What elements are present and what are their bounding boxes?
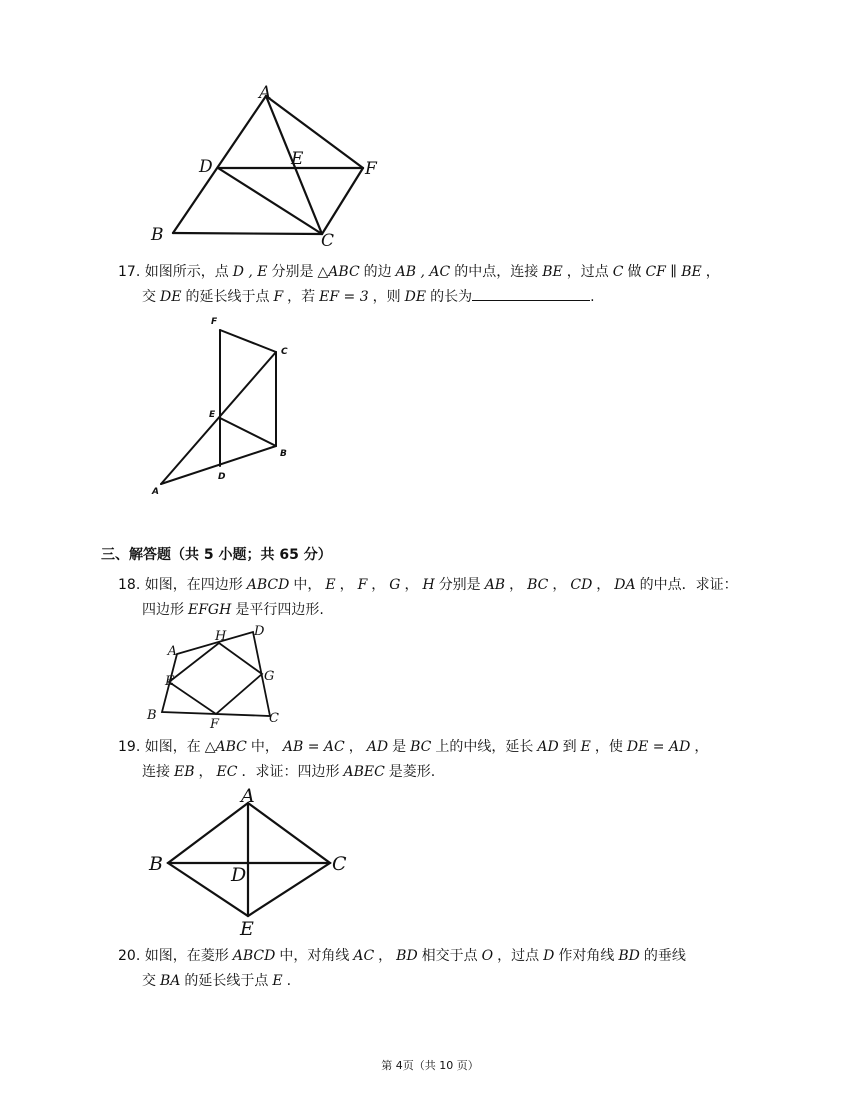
question-number: 19.	[118, 739, 141, 755]
label-C: C	[281, 347, 288, 357]
question-number: 20.	[118, 948, 141, 964]
label-E: E	[165, 674, 175, 689]
label-A: A	[241, 785, 255, 807]
label-F: F	[365, 159, 377, 179]
q20-line2: 交 BA 的延长线于点 E .	[142, 973, 292, 989]
label-C: C	[332, 853, 347, 875]
question-number: 17.	[118, 264, 141, 280]
figure-q19	[146, 785, 366, 940]
label-G: G	[264, 669, 275, 684]
label-B: B	[149, 853, 163, 875]
q17-line2: 交 DE 的延长线于点 F ，若 EF = 3 ，则 DE 的长为 .	[142, 286, 595, 307]
label-A: A	[152, 487, 159, 497]
label-C: C	[269, 711, 279, 726]
label-E: E	[291, 149, 304, 169]
label-B: B	[147, 708, 157, 723]
figure-q17	[148, 312, 308, 502]
label-A: A	[167, 644, 177, 659]
label-D: D	[254, 624, 265, 639]
q19-line2: 连接 EB ， EC ．求证：四边形 ABEC 是菱形.	[142, 764, 436, 780]
section-heading: 三、解答题（共 5 小题；共 65 分）	[101, 547, 332, 563]
label-D: D	[231, 864, 247, 886]
question-number: 18.	[118, 577, 141, 593]
answer-blank[interactable]	[472, 286, 590, 301]
q17-line1: 17. 如图所示，点 D , E 分别是 △ABC 的边 AB , AC 的中点，连接 BE ，过点 C 做 CF ∥ BE ，	[118, 264, 720, 280]
label-E: E	[240, 918, 254, 940]
q20-line1: 20. 如图，在菱形 ABCD 中，对角线 AC ， BD 相交于点 O ，过点 D 作对角线 BD 的垂线	[118, 948, 686, 964]
figure-q16	[140, 82, 400, 252]
label-E: E	[209, 410, 216, 420]
label-F: F	[210, 717, 220, 732]
figure-q18	[144, 622, 294, 732]
label-B: B	[280, 449, 287, 459]
page-footer: 第 4页（共 10 页）	[381, 1059, 479, 1072]
q18-line1: 18. 如图，在四边形 ABCD 中， E ， F ， G ， H 分别是 AB ， BC ， CD ， DA 的中点．求证：	[118, 577, 738, 593]
q19-line1: 19. 如图，在 △ABC 中， AB = AC ， AD 是 BC 上的中线，延长 AD 到 E ，使 DE = AD ，	[118, 739, 709, 755]
label-F: F	[211, 317, 218, 327]
label-C: C	[321, 231, 335, 251]
label-D: D	[199, 157, 213, 177]
label-B: B	[151, 225, 164, 245]
label-D: D	[218, 472, 226, 482]
label-H: H	[215, 629, 227, 644]
q18-line2: 四边形 EFGH 是平行四边形.	[142, 602, 324, 618]
label-A: A	[259, 83, 272, 103]
